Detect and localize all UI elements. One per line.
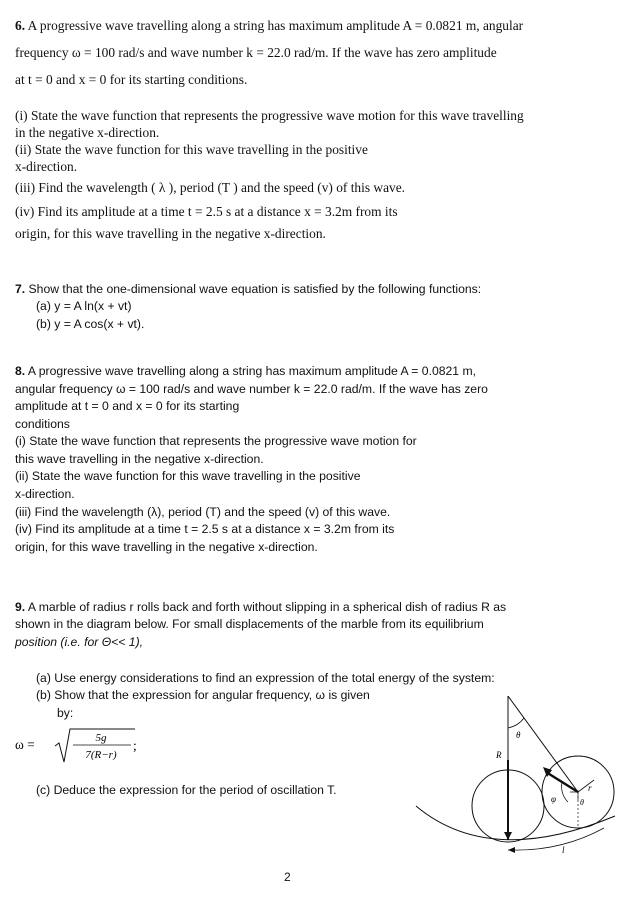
q7-part-b: (b) y = A cos(x + vt). <box>36 317 145 331</box>
q8-line-10: (iv) Find its amplitude at a time t = 2.5 s at a distance x = 3.2m from its <box>15 522 395 536</box>
q6-part-line-4: x-direction. <box>15 159 78 174</box>
q9-intro-line-1: 9. A marble of radius r rolls back and forth without slipping in a spherical dish of radius R as <box>15 600 507 614</box>
q7-number: 7. <box>15 282 26 296</box>
q8-line-5: (i) State the wave function that represents the progressive wave motion for <box>15 434 417 448</box>
formula-lhs: ω = <box>15 737 35 752</box>
q8-line-11: origin, for this wave travelling in the negative x-direction. <box>15 540 318 554</box>
q8-line-7: (ii) State the wave function for this wave travelling in the positive <box>15 469 361 483</box>
q8-number: 8. <box>15 364 26 378</box>
small-r-line <box>578 780 594 792</box>
gravity-arrowhead <box>504 832 512 840</box>
diagram-svg <box>410 688 620 858</box>
q6-number: 6. <box>15 18 26 33</box>
q6-intro-line-1: 6. A progressive wave travelling along a string has maximum amplitude A = 0.0821 m, angular <box>15 18 524 33</box>
label-phi: φ <box>551 794 556 804</box>
q6-part-line-3: (ii) State the wave function for this wave travelling in the positive <box>15 142 368 157</box>
q7-intro: 7. Show that the one-dimensional wave equation is satisfied by the following functions: <box>15 282 482 296</box>
omega-formula-graphic <box>15 726 155 766</box>
label-theta-top: θ <box>516 730 521 740</box>
label-theta-small: θ <box>580 798 584 807</box>
arc-length-arrowhead <box>508 847 515 853</box>
q7-part-a: (a) y = A ln(x + vt) <box>36 299 132 313</box>
dish-curve <box>416 806 615 840</box>
formula-numerator: 5g <box>95 732 107 744</box>
omega-formula <box>15 726 155 770</box>
q9-part-c: (c) Deduce the expression for the period of oscillation T. <box>36 783 337 797</box>
q6-part-line-7: origin, for this wave travelling in the negative x-direction. <box>15 226 326 241</box>
marble-in-dish-diagram <box>410 688 620 863</box>
theta-arc-top <box>508 718 524 728</box>
label-r: r <box>588 783 592 793</box>
q9-intro-line-2: shown in the diagram below. For small displacements of the marble from its equilibrium <box>15 617 484 631</box>
slanted-radius-line <box>508 696 578 792</box>
q8-line-8: x-direction. <box>15 487 75 501</box>
q8-line-1: 8. A progressive wave travelling along a string has maximum amplitude A = 0.0821 m, <box>15 364 477 378</box>
q8-line-4: conditions <box>15 417 70 431</box>
q6-intro-line-2: frequency ω = 100 rad/s and wave number k = 22.0 rad/m. If the wave has zero amplitude <box>15 45 497 60</box>
q9-intro-line-3: position (i.e. for Θ<< 1), <box>15 635 144 649</box>
q8-line-3: amplitude at t = 0 and x = 0 for its starting <box>15 399 240 413</box>
q9-part-b-line-2: by: <box>57 706 74 720</box>
formula-semicolon: ; <box>133 738 137 753</box>
label-l: l <box>562 845 565 855</box>
q9-part-b-line-1: (b) Show that the expression for angular frequency, ω is given <box>36 688 370 702</box>
q9-part-a: (a) Use energy considerations to find an expression of the total energy of the system: <box>36 671 495 685</box>
q8-line-9: (iii) Find the wavelength (λ), period (T) and the speed (v) of this wave. <box>15 505 391 519</box>
q9-number: 9. <box>15 600 26 614</box>
q6-part-line-5: (iii) Find the wavelength ( λ ), period (T ) and the speed (v) of this wave. <box>15 180 406 195</box>
q8-line-2: angular frequency ω = 100 rad/s and wave number k = 22.0 rad/m. If the wave has zero <box>15 382 488 396</box>
q6-part-line-6: (iv) Find its amplitude at a time t = 2.5 s at a distance x = 3.2m from its <box>15 204 398 219</box>
q8-line-6: this wave travelling in the negative x-direction. <box>15 452 264 466</box>
formula-denominator: 7(R−r) <box>85 749 117 761</box>
q6-intro-line-3: at t = 0 and x = 0 for its starting conditions. <box>15 72 248 87</box>
small-angle-mark <box>570 792 578 800</box>
label-R: R <box>496 750 502 760</box>
q6-part-line-2: in the negative x-direction. <box>15 125 160 140</box>
q6-part-line-1: (i) State the wave function that represents the progressive wave motion for this wave travelling <box>15 108 524 123</box>
page-number: 2 <box>284 870 291 884</box>
